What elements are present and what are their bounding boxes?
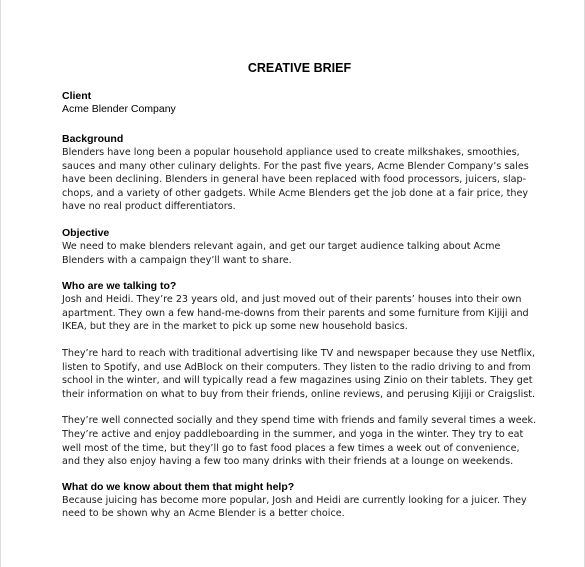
document-title: CREATIVE BRIEF <box>247 61 352 75</box>
audience-paragraph: They’re well connected socially and they spend time with friends and family several times a week. They’re active and enjoy paddleboarding in the summer, and yoga in the winter. They try to eat well most of the time, but they’ll go to fast food places a few times a week out of convenience, and they also enjoy having a few too many drinks with their friends at a lounge on weekends. <box>62 415 537 468</box>
audience-paragraph: They’re hard to reach with traditional advertising like TV and newspaper because they use Netflix, listen to Spotify, and use AdBlock on their computers. They listen to the radio driving to and from school in the winter, and will typically read a few magazines using Zinio on their tablets. They get their information on what to buy from their friends, online reviews, and perusing Kijiji or Craigslist. <box>62 347 536 400</box>
audience-paragraph: Josh and Heidi. They’re 23 years old, and just moved out of their parents’ houses into their own apartment. They own a few hand-me-downs from their parents and some furniture from Kijiji and IKEA, but they are in the market to pick up some new household basics. <box>62 294 529 333</box>
audience-section <box>62 280 537 469</box>
objective-text: We need to make blenders relevant again, and get our target audience talking about Acme Blenders with a campaign they’ll want to share. <box>62 240 501 266</box>
insights-text: Because juicing has become more popular, Josh and Heidi are currently looking for a juicer. They need to be shown why an Acme Blender is a better choice. <box>62 494 527 520</box>
background-section <box>62 133 537 214</box>
background-heading: Background <box>62 133 124 145</box>
client-heading: Client <box>62 90 92 102</box>
insights-section <box>62 481 537 521</box>
client-name: Acme Blender Company <box>62 103 176 115</box>
background-text: Blenders have long been a popular household appliance used to create milkshakes, smoothies, sauces and many other culinary delights. For the past five years, Acme Blender Company’s sales have been declining. Blenders in general have been replaced with food processors, juicers, slap-chops, and a variety of other gadgets. While Acme Blenders get the job done at a fair price, they have no real product differentiators. <box>62 147 529 213</box>
insights-heading: What do we know about them that might help? <box>62 480 295 493</box>
document-content <box>62 60 537 534</box>
client-section <box>62 90 537 116</box>
audience-heading: Who are we talking to? <box>62 280 177 293</box>
objective-section <box>62 227 537 267</box>
objective-heading: Objective <box>62 226 110 239</box>
